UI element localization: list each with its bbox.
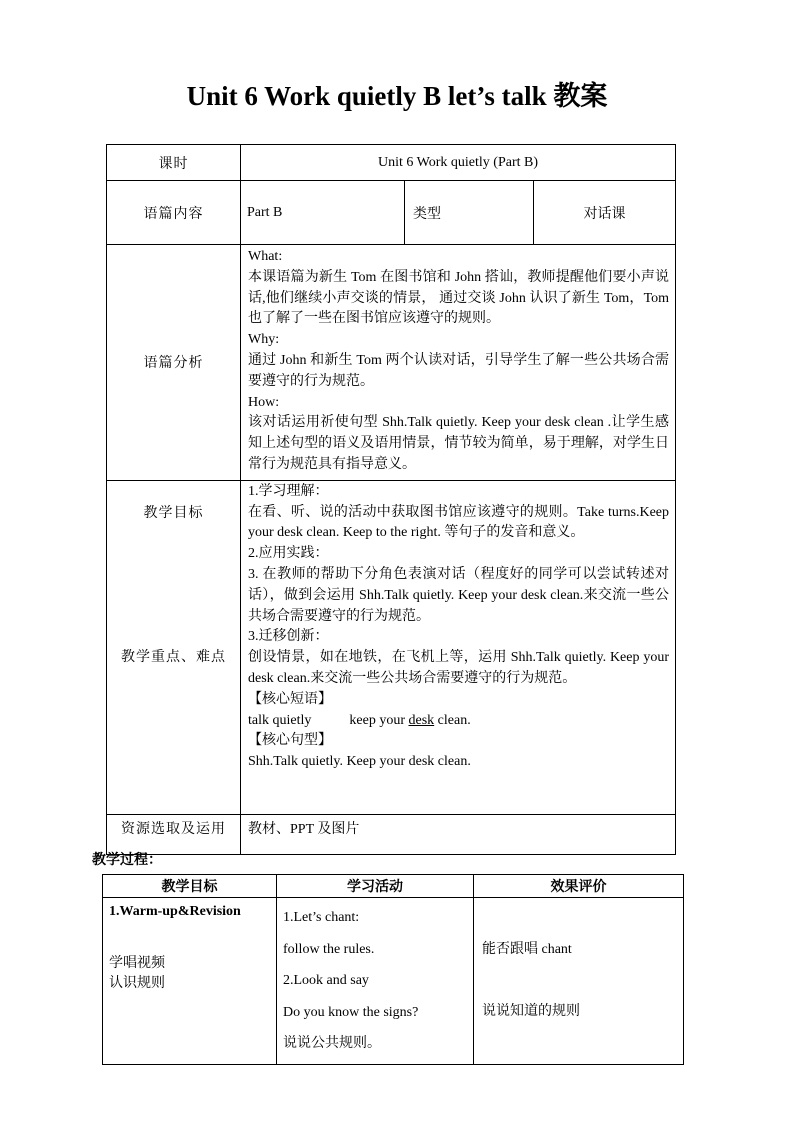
resources-value: 教材、PPT 及图片 <box>241 814 676 854</box>
analysis-row <box>107 245 676 481</box>
lesson-row <box>107 145 676 181</box>
content-label: 语篇内容 <box>107 181 241 245</box>
page-title: Unit 6 Work quietly B let’s talk 教案 <box>186 81 608 111</box>
analysis-line: 本课语篇为新生 Tom 在图书馆和 John 搭讪，教师提醒他们要小声说话,他们继续小声交谈的情景， 通过交谈 John 认识了新生 Tom，Tom 也了解了一些在图书馆应该遵守的规则。 <box>248 269 670 327</box>
analysis-line: Why: <box>248 332 280 348</box>
phrase-talk-quietly: talk quietly <box>248 712 312 728</box>
header-activity: 学习活动 <box>277 875 474 898</box>
activity-line: 1.Let’s chant: <box>283 910 360 925</box>
core-pattern: Shh.Talk quietly. Keep your desk clean. <box>248 754 471 770</box>
goals-line: 1.学习理解： <box>248 483 329 499</box>
analysis-line: 通过 John 和新生 Tom 两个认读对话，引导学生了解一些公共场合需要遵守的行为规范。 <box>248 352 670 389</box>
goals-line: 3.迁移创新： <box>248 629 329 645</box>
lesson-label: 课时 <box>107 145 241 181</box>
goal-title: 1.Warm-up&Revision <box>109 904 241 919</box>
evaluation-line: 说说知道的规则 <box>482 1004 580 1019</box>
goals-line: 3. 在教师的帮助下分角色表演对话（程度好的同学可以尝试转述对话），做到会运用 Shh.Talk quietly. Keep your desk clean.来交流一些公共场合需要遵守的行为规范。 <box>248 566 670 624</box>
phrase-keep-desk-clean: keep your desk clean. <box>349 712 471 728</box>
header-evaluation: 效果评价 <box>474 875 684 898</box>
core-phrase-label: 【核心短语】 <box>248 691 332 707</box>
content-row <box>107 181 676 245</box>
process-row <box>103 898 684 1065</box>
activity-line: 说说公共规则。 <box>283 1036 381 1051</box>
goal-line: 认识规则 <box>109 976 165 991</box>
resources-label: 资源选取及运用 <box>107 814 241 854</box>
type-label: 类型 <box>405 181 534 245</box>
goals-line: 2.应用实践： <box>248 546 329 562</box>
core-pattern-label: 【核心句型】 <box>248 733 332 749</box>
process-activity-cell <box>277 898 474 1065</box>
core-phrases <box>248 711 669 732</box>
goals-line: 创设情景，如在地铁，在飞机上等，运用 Shh.Talk quietly. Keep your desk clean.来交流一些公共场合需要遵守的行为规范。 <box>248 650 670 686</box>
key-points-label: 教学重点、难点 <box>121 649 226 665</box>
goals-row <box>107 480 676 814</box>
process-goal-cell <box>103 898 277 1065</box>
analysis-content <box>241 245 676 481</box>
lesson-info-table <box>106 144 676 855</box>
header-goal: 教学目标 <box>103 875 277 898</box>
resources-row <box>107 814 676 854</box>
goals-label: 教学目标 <box>143 505 204 521</box>
goals-label-cell <box>107 480 241 814</box>
analysis-label: 语篇分析 <box>107 245 241 481</box>
content-value: Part B <box>241 181 405 245</box>
lesson-value: Unit 6 Work quietly (Part B) <box>241 145 676 181</box>
analysis-line: What: <box>248 249 283 264</box>
goals-content <box>241 480 676 814</box>
goals-line: 在看、听、说的活动中获取图书馆应该遵守的规则。Take turns.Keep your desk clean. Keep to the right. 等句子的发音和意义。 <box>248 504 670 541</box>
process-header-row <box>103 875 684 898</box>
evaluation-line: 能否跟唱 chant <box>482 942 572 957</box>
type-value: 对话课 <box>534 181 676 245</box>
activity-line: Do you know the signs? <box>283 1004 419 1020</box>
activity-line: 2.Look and say <box>283 973 369 988</box>
analysis-line: 该对话运用祈使句型 Shh.Talk quietly. Keep your desk clean .让学生感知上述句型的语义及语用情景，情节较为简单，易于理解，对学生日常行为规范具有指导意义。 <box>248 415 670 472</box>
activity-line: follow the rules. <box>283 941 375 957</box>
analysis-line: How: <box>248 394 280 410</box>
process-label: 教学过程： <box>92 853 162 868</box>
goal-line: 学唱视频 <box>109 956 165 971</box>
process-table <box>102 874 684 1065</box>
process-evaluation-cell <box>474 898 684 1065</box>
